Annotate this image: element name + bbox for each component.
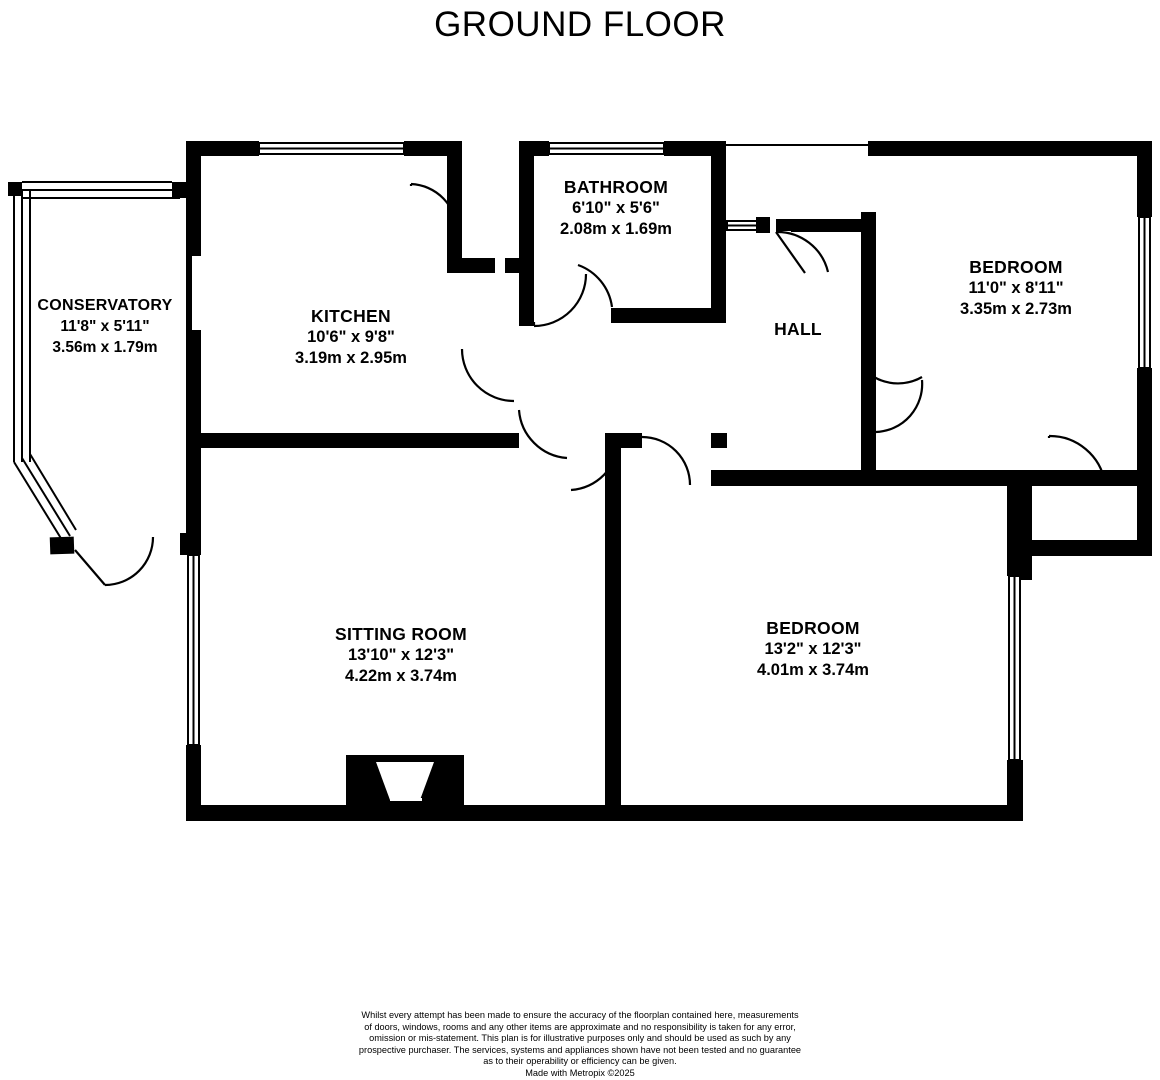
room-imperial-kitchen: 10'6" x 9'8" [307, 328, 395, 346]
room-name-hall: HALL [774, 319, 822, 339]
room-name-bathroom: BATHROOM [563, 177, 669, 197]
doors-group [75, 184, 1105, 585]
room-label-kitchen [235, 306, 467, 369]
room-imperial-bathroom: 6'10" x 5'6" [572, 199, 660, 217]
room-imperial-bedroom-2: 13'2" x 12'3" [764, 640, 862, 658]
room-imperial-bedroom-1: 11'0" x 8'11" [968, 279, 1064, 297]
disclaimer-line-1: Whilst every attempt has been made to ensure the accuracy of the floorplan contained here, measurements [361, 1010, 799, 1020]
room-name-bedroom-2: BEDROOM [766, 618, 860, 638]
page-title: GROUND FLOOR [434, 5, 726, 44]
room-imperial-sitting-room: 13'10" x 12'3" [347, 646, 455, 664]
room-metric-bedroom-2: 4.01m x 3.74m [757, 661, 869, 679]
room-metric-bathroom: 2.08m x 1.69m [560, 220, 672, 238]
room-metric-kitchen: 3.19m x 2.95m [295, 349, 407, 367]
disclaimer-line-4: prospective purchaser. The services, systems and appliances shown have not been tested and no guarantee [358, 1044, 802, 1055]
room-label-sitting-room [285, 624, 517, 687]
disclaimer [0, 1010, 1160, 1080]
room-label-bedroom-1 [900, 257, 1132, 320]
room-metric-sitting-room: 4.22m x 3.74m [345, 667, 457, 685]
room-label-hall [700, 319, 896, 340]
room-label-bedroom-2 [697, 618, 929, 681]
room-label-bathroom [500, 177, 732, 240]
disclaimer-line-5: as to their operability or efficiency can be given. [483, 1056, 677, 1067]
fireplace [346, 755, 464, 805]
room-metric-conservatory: 3.56m x 1.79m [52, 339, 158, 356]
room-label-conservatory [0, 295, 210, 358]
disclaimer-line-2: of doors, windows, rooms and any other items are approximate and no responsibility is taken for any error, [364, 1021, 796, 1032]
walls-group [8, 141, 1152, 821]
room-imperial-conservatory: 11'8" x 5'11" [60, 318, 150, 335]
room-name-bedroom-1: BEDROOM [969, 257, 1063, 277]
room-name-kitchen: KITCHEN [311, 306, 391, 326]
room-name-conservatory: CONSERVATORY [37, 297, 173, 314]
disclaimer-credit: Made with Metropix ©2025 [525, 1067, 635, 1078]
disclaimer-line-3: omission or mis-statement. This plan is for illustrative purposes only and should be used as such by any [369, 1033, 791, 1044]
room-name-sitting-room: SITTING ROOM [335, 624, 467, 644]
room-metric-bedroom-1: 3.35m x 2.73m [960, 300, 1072, 318]
